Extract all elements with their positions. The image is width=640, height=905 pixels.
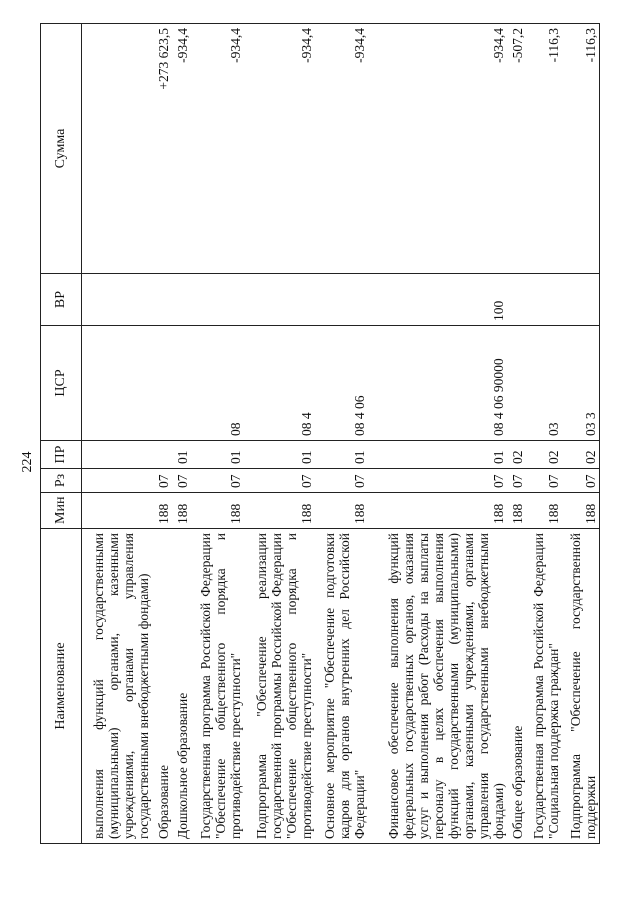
cell-min: 188 bbox=[368, 493, 507, 529]
cell-name: Образование bbox=[152, 529, 171, 844]
cell-csr bbox=[82, 326, 153, 441]
table-row bbox=[507, 24, 526, 844]
page-number: 224 bbox=[20, 451, 35, 473]
table-row bbox=[82, 24, 153, 844]
cell-vr bbox=[315, 274, 368, 326]
table-header-row bbox=[41, 24, 82, 844]
table-row bbox=[191, 24, 244, 844]
cell-vr bbox=[152, 274, 171, 326]
cell-pr: 01 bbox=[368, 441, 507, 469]
cell-name: Дошкольное образование bbox=[172, 529, 191, 844]
cell-sum bbox=[82, 24, 153, 274]
cell-vr bbox=[82, 274, 153, 326]
cell-pr: 01 bbox=[172, 441, 191, 469]
cell-pr: 02 bbox=[526, 441, 562, 469]
cell-sum: -934,4 bbox=[368, 24, 507, 274]
cell-rz: 07 bbox=[562, 469, 599, 493]
cell-vr bbox=[507, 274, 526, 326]
cell-rz: 07 bbox=[244, 469, 314, 493]
cell-pr: 02 bbox=[507, 441, 526, 469]
cell-name: Государственная программа Российской Федерации "Социальная поддержка граждан" bbox=[526, 529, 562, 844]
cell-name: Подпрограмма "Обеспечение государственной поддержки bbox=[562, 529, 599, 844]
cell-csr bbox=[152, 326, 171, 441]
cell-sum: -934,4 bbox=[315, 24, 368, 274]
table-row bbox=[172, 24, 191, 844]
cell-pr: 02 bbox=[562, 441, 599, 469]
cell-name: Подпрограмма "Обеспечение реализации государственной программы Российской Федерации "Обеспечение общественного порядка и противодействие преступности" bbox=[244, 529, 314, 844]
cell-min bbox=[82, 493, 153, 529]
cell-csr: 08 bbox=[191, 326, 244, 441]
cell-pr: 01 bbox=[315, 441, 368, 469]
header-csr: ЦСР bbox=[41, 326, 82, 441]
cell-sum: +273 623,5 bbox=[152, 24, 171, 274]
cell-min: 188 bbox=[526, 493, 562, 529]
table-row bbox=[562, 24, 599, 844]
cell-rz: 07 bbox=[152, 469, 171, 493]
cell-csr bbox=[172, 326, 191, 441]
cell-csr: 03 3 bbox=[562, 326, 599, 441]
cell-min: 188 bbox=[152, 493, 171, 529]
cell-min: 188 bbox=[507, 493, 526, 529]
cell-vr: 100 bbox=[368, 274, 507, 326]
cell-rz bbox=[82, 469, 153, 493]
cell-vr bbox=[172, 274, 191, 326]
header-name: Наименование bbox=[41, 529, 82, 844]
cell-rz: 07 bbox=[526, 469, 562, 493]
cell-vr bbox=[526, 274, 562, 326]
cell-pr: 01 bbox=[244, 441, 314, 469]
cell-min: 188 bbox=[191, 493, 244, 529]
cell-rz: 07 bbox=[368, 469, 507, 493]
rotated-page-content bbox=[40, 24, 600, 844]
cell-rz: 07 bbox=[172, 469, 191, 493]
cell-min: 188 bbox=[172, 493, 191, 529]
cell-rz: 07 bbox=[191, 469, 244, 493]
cell-name: Финансовое обеспечение выполнения функций федеральных государственных органов, оказания услуг и выполнения работ (Расходы на выплаты персоналу в целях обеспечения выполнения функций государственными (муниципальными) органами, казенными учреждениями, органами управления государственными внебюджетными фондами) bbox=[368, 529, 507, 844]
header-pr: ПР bbox=[41, 441, 82, 469]
table-row bbox=[244, 24, 314, 844]
cell-vr bbox=[562, 274, 599, 326]
cell-csr bbox=[507, 326, 526, 441]
cell-sum: -116,3 bbox=[526, 24, 562, 274]
cell-pr bbox=[152, 441, 171, 469]
cell-csr: 08 4 06 bbox=[315, 326, 368, 441]
cell-name: Основное мероприятие "Обеспечение подготовки кадров для органов внутренних дел Российской Федерации" bbox=[315, 529, 368, 844]
cell-min: 188 bbox=[244, 493, 314, 529]
table-row bbox=[315, 24, 368, 844]
cell-pr bbox=[82, 441, 153, 469]
cell-name: Государственная программа Российской Федерации "Обеспечение общественного порядка и противодействие преступности" bbox=[191, 529, 244, 844]
header-rz: Рз bbox=[41, 469, 82, 493]
cell-rz: 07 bbox=[315, 469, 368, 493]
cell-vr bbox=[244, 274, 314, 326]
header-sum: Сумма bbox=[41, 24, 82, 274]
cell-sum: -934,4 bbox=[172, 24, 191, 274]
cell-sum: -934,4 bbox=[244, 24, 314, 274]
cell-sum: -507,2 bbox=[507, 24, 526, 274]
table-row bbox=[526, 24, 562, 844]
cell-sum: -934,4 bbox=[191, 24, 244, 274]
header-vr: ВР bbox=[41, 274, 82, 326]
budget-table bbox=[40, 23, 600, 844]
table-row bbox=[368, 24, 507, 844]
cell-min: 188 bbox=[562, 493, 599, 529]
cell-min: 188 bbox=[315, 493, 368, 529]
cell-name: выполнения функций государственными (муниципальными) органами, казенными учреждениями, органами управления государственными внебюджетными фондами) bbox=[82, 529, 153, 844]
cell-pr: 01 bbox=[191, 441, 244, 469]
cell-rz: 07 bbox=[507, 469, 526, 493]
table-row bbox=[152, 24, 171, 844]
cell-csr: 08 4 bbox=[244, 326, 314, 441]
cell-sum: -116,3 bbox=[562, 24, 599, 274]
cell-name: Общее образование bbox=[507, 529, 526, 844]
cell-csr: 08 4 06 90000 bbox=[368, 326, 507, 441]
cell-vr bbox=[191, 274, 244, 326]
cell-csr: 03 bbox=[526, 326, 562, 441]
header-min: Мин bbox=[41, 493, 82, 529]
